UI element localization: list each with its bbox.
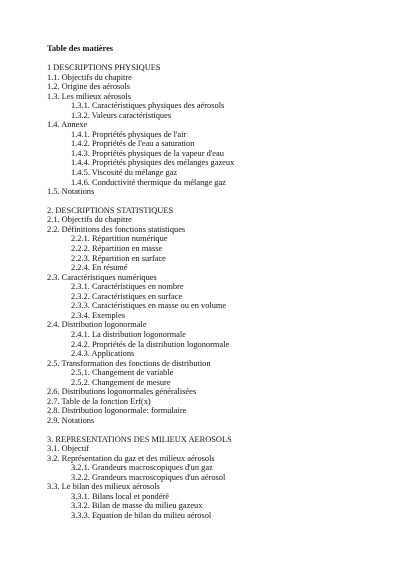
- toc-subsection-entry: 3.2.2. Grandeurs macroscopiques d'un aérosol: [71, 472, 226, 482]
- toc-subsection-entry: 2.4.2. Propriétés de la distribution logonormale: [71, 339, 230, 349]
- toc-subsection-entry: 1.4.2. Propriétés de l'eau a saturation: [71, 139, 195, 149]
- toc-section-entry: 2.7. Table de la fonction Erf(x): [47, 396, 151, 406]
- toc-body: [47, 63, 392, 521]
- toc-subsection-entry: 1.3.2. Valeurs caractéristiques: [71, 110, 172, 120]
- toc-chapter-heading: 1 DESCRIPTIONS PHYSIQUES: [47, 63, 161, 72]
- toc-subsection-entry: 3.3.1. Bilans local et pondéré: [71, 491, 169, 501]
- toc-section-entry: 2.1. Objectifs du chapitre: [47, 215, 132, 225]
- toc-subsection-entry: 3.3.2. Bilan de masse du milieu gazeux: [71, 501, 203, 511]
- toc-subsection-entry: 1.3.1. Caractéristiques physiques des aérosols: [71, 101, 225, 111]
- toc-section-entry: 2.6. Distributions logonormales généralisées: [47, 387, 197, 397]
- toc-subsection-entry: 1.4.3. Propriétés physiques de la vapeur d'eau: [71, 148, 224, 158]
- toc-subsection-entry: 3.3.3. Equation de bilan du milieu aérosol: [71, 510, 212, 520]
- toc-subsection-entry: 1.4.4. Propriétés physiques des mélanges gazeux: [71, 158, 235, 168]
- toc-subsection-entry: 2.5.2. Changement de mesure: [71, 377, 171, 387]
- toc-subsection-entry: 2.4.3. Applications: [71, 349, 135, 359]
- toc-subsection-entry: 3.2.1. Grandeurs macroscopiques d'un gaz: [71, 463, 213, 473]
- toc-section-entry: 1.4. Annexe: [47, 120, 88, 130]
- toc-section-entry: 2.2. Définitions des fonctions statistiques: [47, 224, 186, 234]
- toc-subsection-entry: 2.2.2. Répartition en masse: [71, 244, 163, 254]
- toc-subsection-entry: 2.3.3. Caractéristiques en masse ou en volume: [71, 301, 227, 311]
- toc-section-entry: 1.2. Origine des aérosols: [47, 82, 131, 92]
- toc-subsection-entry: 2.3.1. Caractéristiques en nombre: [71, 282, 184, 292]
- toc-section-entry: 2.9. Notations: [47, 415, 95, 425]
- toc-section-entry: 2.5. Transformation des fonctions de distribution: [47, 358, 211, 368]
- toc-section-entry: 2.4. Distribution logonormale: [47, 320, 147, 330]
- toc-section-entry: 2.8. Distribution logonormale: formulaire: [47, 406, 187, 416]
- toc-section-entry: 1.5. Notations: [47, 187, 95, 197]
- toc-section-entry: 1.3. Les milieux aérosols: [47, 91, 131, 101]
- toc-subsection-entry: 1.4.1. Propriétés physiques de l'air: [71, 129, 187, 139]
- toc-subsection-entry: 2.4.1. La distribution logonormale: [71, 329, 186, 339]
- toc-section: [47, 63, 392, 197]
- document-page: [47, 44, 392, 530]
- toc-chapter-heading: 2. DESCRIPTIONS STATISTIQUES: [47, 205, 174, 215]
- toc-subsection-entry: 2.2.3. Répartition en surface: [71, 253, 166, 263]
- toc-title: Table des matières: [47, 44, 114, 53]
- toc-section-entry: 1.1. Objectifs du chapitre: [47, 72, 132, 82]
- toc-section-entry: 3.1. Objectif: [47, 444, 90, 454]
- toc-section-entry: 2.3. Caractéristiques numériques: [47, 272, 157, 282]
- toc-subsection-entry: 1.4.6. Conductivité thermique du mélange gaz: [71, 177, 226, 187]
- toc-section-entry: 3.3. Le bilan des milieux aérosols: [47, 482, 160, 492]
- toc-section-entry: 3.2. Représentation du gaz et des milieux aérosols: [47, 453, 215, 463]
- toc-subsection-entry: 2.5.1. Changement de variable: [71, 368, 174, 378]
- toc-subsection-entry: 2.3.4. Exemples: [71, 310, 125, 320]
- toc-subsection-entry: 2.2.4. En résumé: [71, 263, 128, 273]
- toc-subsection-entry: 2.3.2. Caractéristiques en surface: [71, 291, 183, 301]
- toc-section: [47, 435, 392, 521]
- toc-subsection-entry: 2.2.1. Répartition numérique: [71, 234, 168, 244]
- toc-section: [47, 206, 392, 426]
- toc-chapter-heading: 3. REPRESENTATIONS DES MILIEUX AEROSOLS: [47, 434, 232, 444]
- toc-subsection-entry: 1.4.5. Viscosité du mélange gaz: [71, 168, 178, 178]
